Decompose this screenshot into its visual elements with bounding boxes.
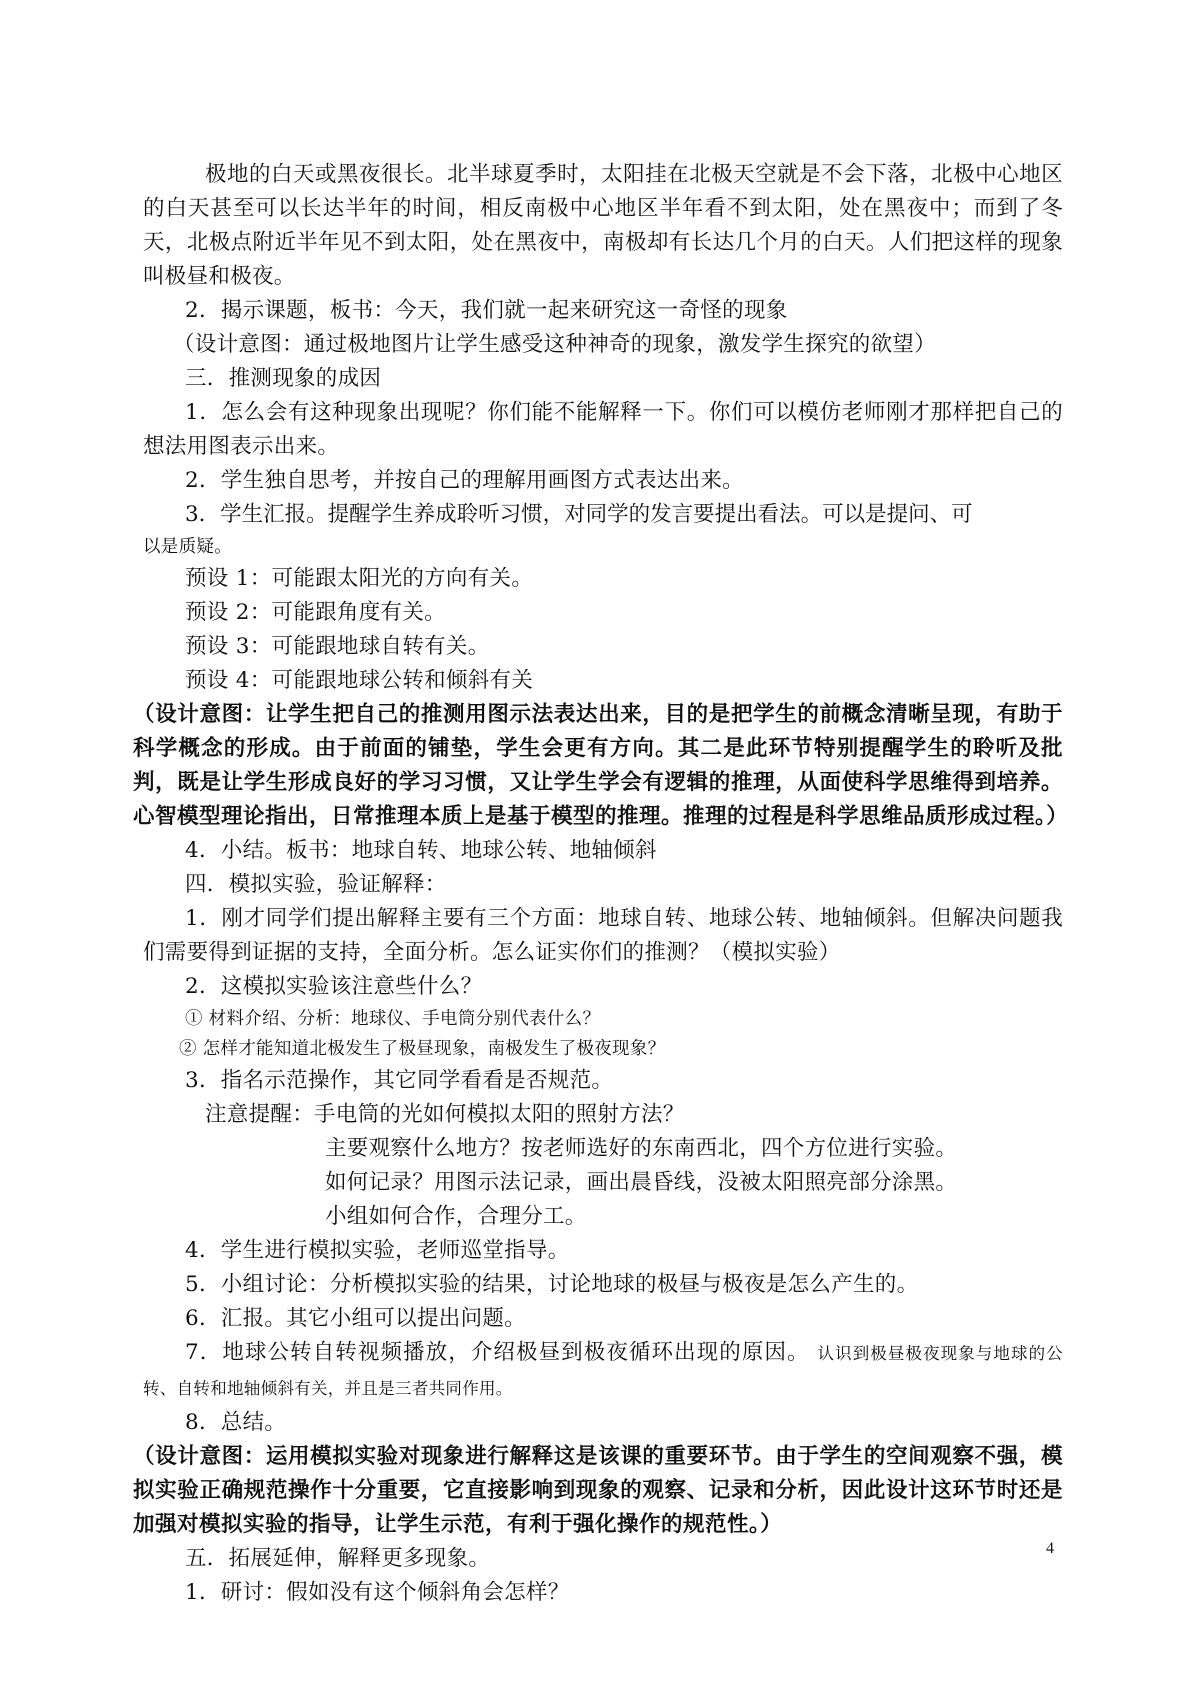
paragraph-question: 1．怎么会有这种现象出现呢？你们能不能解释一下。你们可以模仿老师刚才那样把自己的想法用图表示出来。 — [143, 400, 1063, 459]
paragraph-think: 2．学生独自思考，并按自己的理解用画图方式表达出来。 — [185, 468, 744, 493]
section-heading-4: 四．模拟实验，验证解释： — [185, 872, 447, 897]
paragraph-video — [143, 1336, 1063, 1406]
page-number: 4 — [1046, 1540, 1054, 1557]
paragraph-observe: 主要观察什么地方？按老师选好的东南西北，四个方位进行实验。 — [325, 1136, 958, 1161]
paragraph-design-intent-2: （设计意图：让学生把自己的推测用图示法表达出来，目的是把学生的前概念清晰呈现，有助于科学概念的形成。由于前面的铺垫，学生会更有方向。其二是此环节特别提醒学生的聆听及批判，既是让学生形成良好的学习习惯，又让学生学会有逻辑的推理，从面使科学思维得到培养。心智模型理论指出，日常推理本质上是基于模型的推理。推理的过程是科学思维品质形成过程。） — [133, 702, 1069, 829]
paragraph-explanations: 1．刚才同学们提出解释主要有三个方面：地球自转、地球公转、地轴倾斜。但解决问题我们需要得到证据的支持，全面分析。怎么证实你们的推测？（模拟实验） — [143, 906, 1063, 965]
paragraph-attention: 2．这模拟实验该注意些什么？ — [185, 974, 483, 999]
section-heading-5: 五．拓展延伸，解释更多现象。 — [185, 1546, 491, 1571]
paragraph-reminder: 注意提醒：手电筒的光如何模拟太阳的照射方法？ — [205, 1102, 685, 1127]
hypothesis-2: 预设 2：可能跟角度有关。 — [185, 600, 446, 625]
hypothesis-4: 预设 4：可能跟地球公转和倾斜有关 — [185, 668, 534, 693]
paragraph-report-tail: 以是质疑。 — [143, 537, 232, 557]
paragraph-materials: ① 材料介绍、分析：地球仪、手电筒分别代表什么？ — [185, 1009, 601, 1029]
hypothesis-1: 预设 1：可能跟太阳光的方向有关。 — [185, 566, 534, 591]
paragraph-discuss-tilt: 1．研讨：假如没有这个倾斜角会怎样？ — [185, 1580, 570, 1605]
paragraph-how-know: ② 怎样才能知道北极发生了极昼现象，南极发生了极夜现象？ — [179, 1039, 666, 1059]
paragraph-polar-intro: 极地的白天或黑夜很长。北半球夏季时，太阳挂在北极天空就是不会下落，北极中心地区的白天甚至可以长达半年的时间，相反南极中心地区半年看不到太阳，处在黑夜中；而到了冬天，北极点附近半年见不到太阳，处在黑夜中，南极却有长达几个月的白天。人们把这样的现象叫极昼和极夜。 — [143, 162, 1063, 289]
paragraph-report-2: 6．汇报。其它小组可以提出问题。 — [185, 1306, 526, 1331]
paragraph-video-main: 7．地球公转自转视频播放，介绍极昼到极夜循环出现的原因。 — [185, 1340, 810, 1365]
paragraph-design-intent-1: （设计意图：通过极地图片让学生感受这种神奇的现象，激发学生探究的欲望） — [173, 332, 937, 357]
paragraph-discussion: 5．小组讨论：分析模拟实验的结果，讨论地球的极昼与极夜是怎么产生的。 — [185, 1272, 919, 1297]
paragraph-summary: 4．小结。板书：地球自转、地球公转、地轴倾斜 — [185, 838, 657, 863]
paragraph-topic: 2．揭示课题，板书：今天，我们就一起来研究这一奇怪的现象 — [185, 298, 788, 323]
paragraph-experiment: 4．学生进行模拟实验，老师巡堂指导。 — [185, 1238, 570, 1263]
paragraph-report: 3．学生汇报。提醒学生养成聆听习惯，对同学的发言要提出看法。可以是提问、可 — [185, 502, 973, 527]
section-heading-3: 三．推测现象的成因 — [185, 366, 382, 391]
paragraph-design-intent-3: （设计意图：运用模拟实验对现象进行解释这是该课的重要环节。由于学生的空间观察不强，模拟实验正确规范操作十分重要，它直接影响到现象的观察、记录和分析，因此设计这环节时还是加强对模拟实验的指导，让学生示范，有利于强化操作的规范性。） — [133, 1444, 1063, 1537]
body-text — [133, 158, 1069, 1610]
paragraph-cooperate: 小组如何合作，合理分工。 — [325, 1204, 587, 1229]
paragraph-conclusion: 8．总结。 — [185, 1410, 287, 1435]
paragraph-video-tail: 认识到极昼极夜现象与地球的公转、自转和地轴倾斜有关，并且是三者共同作用。 — [143, 1344, 1063, 1398]
hypothesis-3: 预设 3：可能跟地球自转有关。 — [185, 634, 490, 659]
paragraph-demo: 3．指名示范操作，其它同学看看是否规范。 — [185, 1068, 614, 1093]
paragraph-record: 如何记录？用图示法记录，画出晨昏线，没被太阳照亮部分涂黑。 — [325, 1170, 958, 1195]
